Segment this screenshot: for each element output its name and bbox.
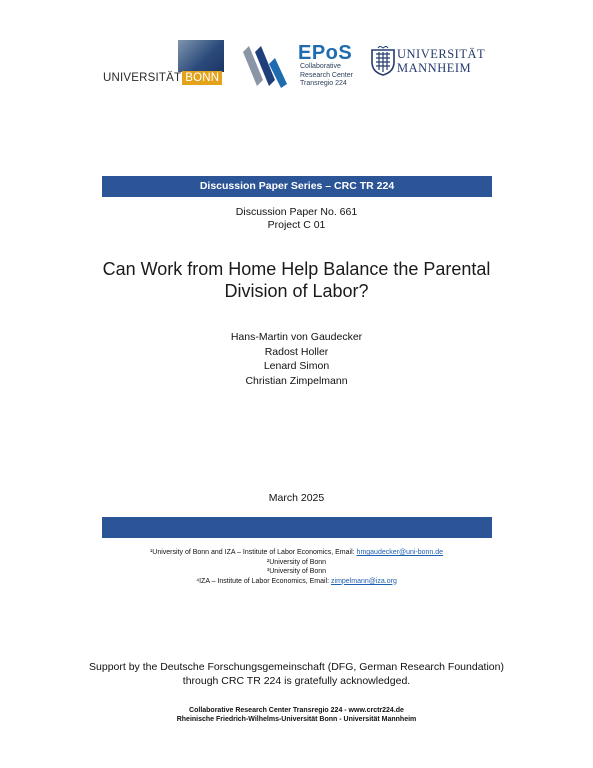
affiliation-text: ²University of Bonn [266,558,327,566]
paper-title-line2: Division of Labor? [224,281,369,301]
epos-logo-title: EPoS [298,42,353,64]
paper-project: Project C 01 [267,219,326,231]
footer-line2: Rheinische Friedrich-Wilhelms-Universität Bonn - Universität Mannheim [176,716,417,723]
mannheim-logo-line2: MANNHEIM [397,61,472,75]
paper-number: Discussion Paper No. 661 [235,206,358,218]
page-footer [0,706,593,724]
paper-info [0,206,593,232]
affiliation-3 [0,567,593,577]
affiliations [0,548,593,586]
mannheim-logo-line1: UNIVERSITÄT [397,47,486,61]
affiliation-text: ³University of Bonn [266,568,327,575]
affiliation-4 [0,577,593,587]
bonn-logo-text [103,72,222,84]
affiliation-text: ¹University of Bonn and IZA – Institute of Labor Economics, Email: [149,549,357,556]
bonn-logo-mark [178,40,224,72]
paper-title-line1: Can Work from Home Help Balance the Parental [102,259,491,279]
support-line1: Support by the Deutsche Forschungsgemeinschaft (DFG, German Research Foundation) [89,661,504,673]
email-link[interactable]: hmgaudecker@uni-bonn.de [356,549,444,556]
paper-title [0,258,593,302]
bonn-logo-highlight: BONN [182,71,222,85]
author: Lenard Simon [263,360,330,372]
footer-line1: Collaborative Research Center Transregio 224 - www.crctr224.de [189,707,404,714]
series-header-text: Discussion Paper Series – CRC TR 224 [199,180,395,192]
bonn-logo-name: UNIVERSITÄT [103,72,182,84]
author: Hans-Martin von Gaudecker [230,331,363,343]
affiliation-2 [0,558,593,568]
paper-date: March 2025 [268,492,325,504]
author: Christian Zimpelmann [245,374,348,387]
author: Radost Holler [264,345,329,358]
support-line2: through CRC TR 224 is gratefully acknowledged. [182,675,411,687]
affiliation-text: ⁴IZA – Institute of Labor Economics, Email: [196,577,332,585]
divider-bar [102,517,492,538]
affiliation-1 [0,548,593,558]
email-link[interactable]: zimpelmann@iza.org [331,577,397,585]
mannheim-crest-icon [370,46,396,76]
epos-logo-icon [241,44,293,88]
funding-acknowledgement [0,660,593,688]
author-list [0,330,593,388]
epos-logo-subtitle: Collaborative Research Center Transregio 224 [300,63,353,87]
series-header-bar [102,176,492,197]
